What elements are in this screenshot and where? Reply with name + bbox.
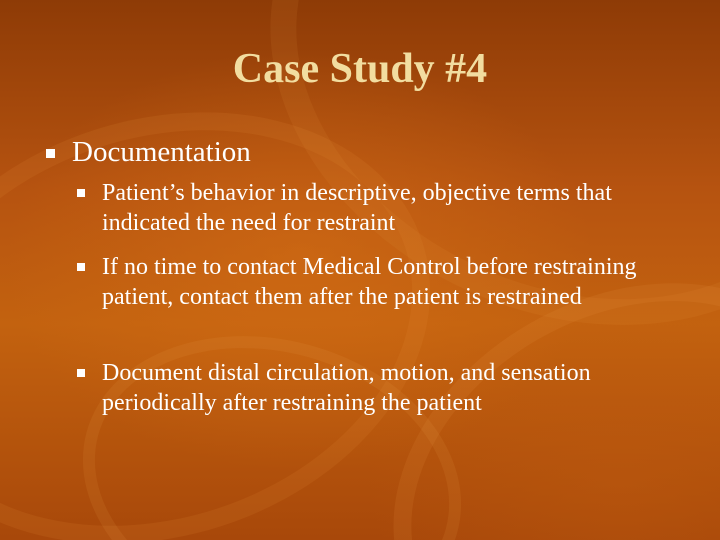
slide-title: Case Study #4 (232, 46, 488, 92)
square-bullet-icon (77, 369, 85, 377)
sub-bullet-item: Patient’s behavior in descriptive, objective terms that indicated the need for restraint (102, 180, 612, 236)
square-bullet-icon (46, 149, 55, 158)
sub-bullet-item: Document distal circulation, motion, and sensation periodically after restraining the patient (102, 360, 591, 416)
sub-bullet-item: If no time to contact Medical Control before restraining patient, contact them after the patient is restrained (102, 254, 637, 310)
square-bullet-icon (77, 263, 85, 271)
bullet-heading: Documentation (72, 136, 251, 168)
square-bullet-icon (77, 189, 85, 197)
